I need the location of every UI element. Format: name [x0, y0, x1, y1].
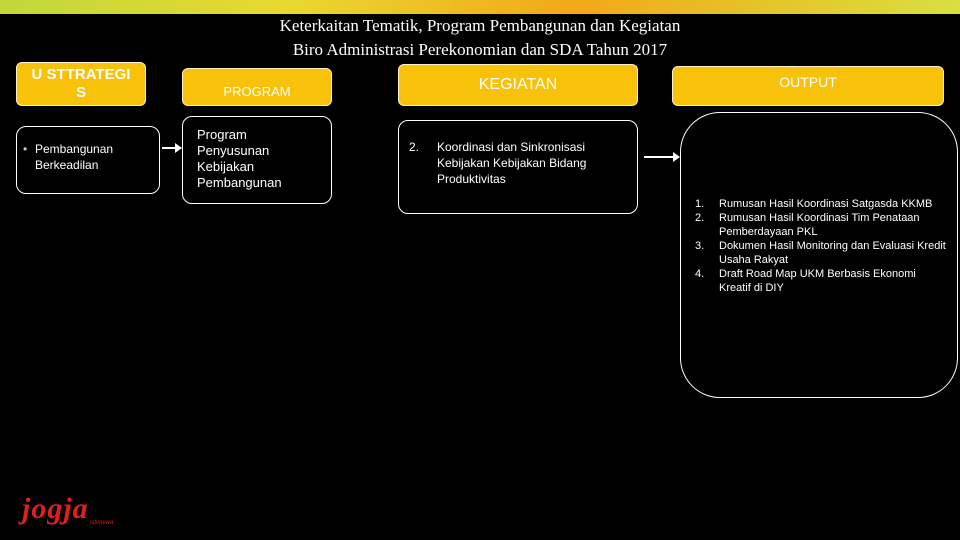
strategy-box — [16, 126, 160, 194]
kegiatan-header: KEGIATAN — [398, 64, 638, 106]
program-box — [182, 116, 332, 204]
program-header: PROGRAM — [182, 68, 332, 106]
list-item: 2. Rumusan Hasil Koordinasi Tim Penataan Pemberdayaan PKL — [695, 212, 920, 238]
output-header: OUTPUT — [672, 66, 944, 106]
jogja-logo: jogja istimewa — [22, 492, 114, 526]
arrow-strategy-to-program — [162, 147, 176, 149]
bullet: • — [23, 142, 28, 156]
title-line-1: Keterkaitan Tematik, Program Pembangunan dan Kegiatan — [279, 16, 681, 35]
strategy-header: U STTRATEGI S — [16, 62, 146, 106]
title-line-2: Biro Administrasi Perekonomian dan SDA Tahun 2017 — [292, 40, 668, 59]
kegiatan-number: 2. — [409, 140, 420, 154]
kegiatan-box — [398, 120, 638, 214]
list-item: 4. Draft Road Map UKM Berbasis Ekonomi Kreatif di DIY — [695, 268, 916, 294]
kegiatan-text: Koordinasi dan Sinkronisasi Kebijakan Kebijakan Bidang Produktivitas — [437, 140, 587, 186]
output-list — [695, 197, 947, 295]
output-box — [680, 112, 958, 398]
list-item: 3. Dokumen Hasil Monitoring dan Evaluasi Kredit Usaha Rakyat — [695, 240, 946, 266]
page-title — [140, 14, 820, 62]
arrow-kegiatan-to-output — [644, 156, 674, 158]
program-text: Program Penyusunan Kebijakan Pembangunan — [197, 127, 282, 190]
list-item: 1. Rumusan Hasil Koordinasi Satgasda KKMB — [695, 198, 933, 210]
strategy-item: Pembangunan Berkeadilan — [35, 142, 114, 172]
top-gradient-bar — [0, 0, 960, 14]
